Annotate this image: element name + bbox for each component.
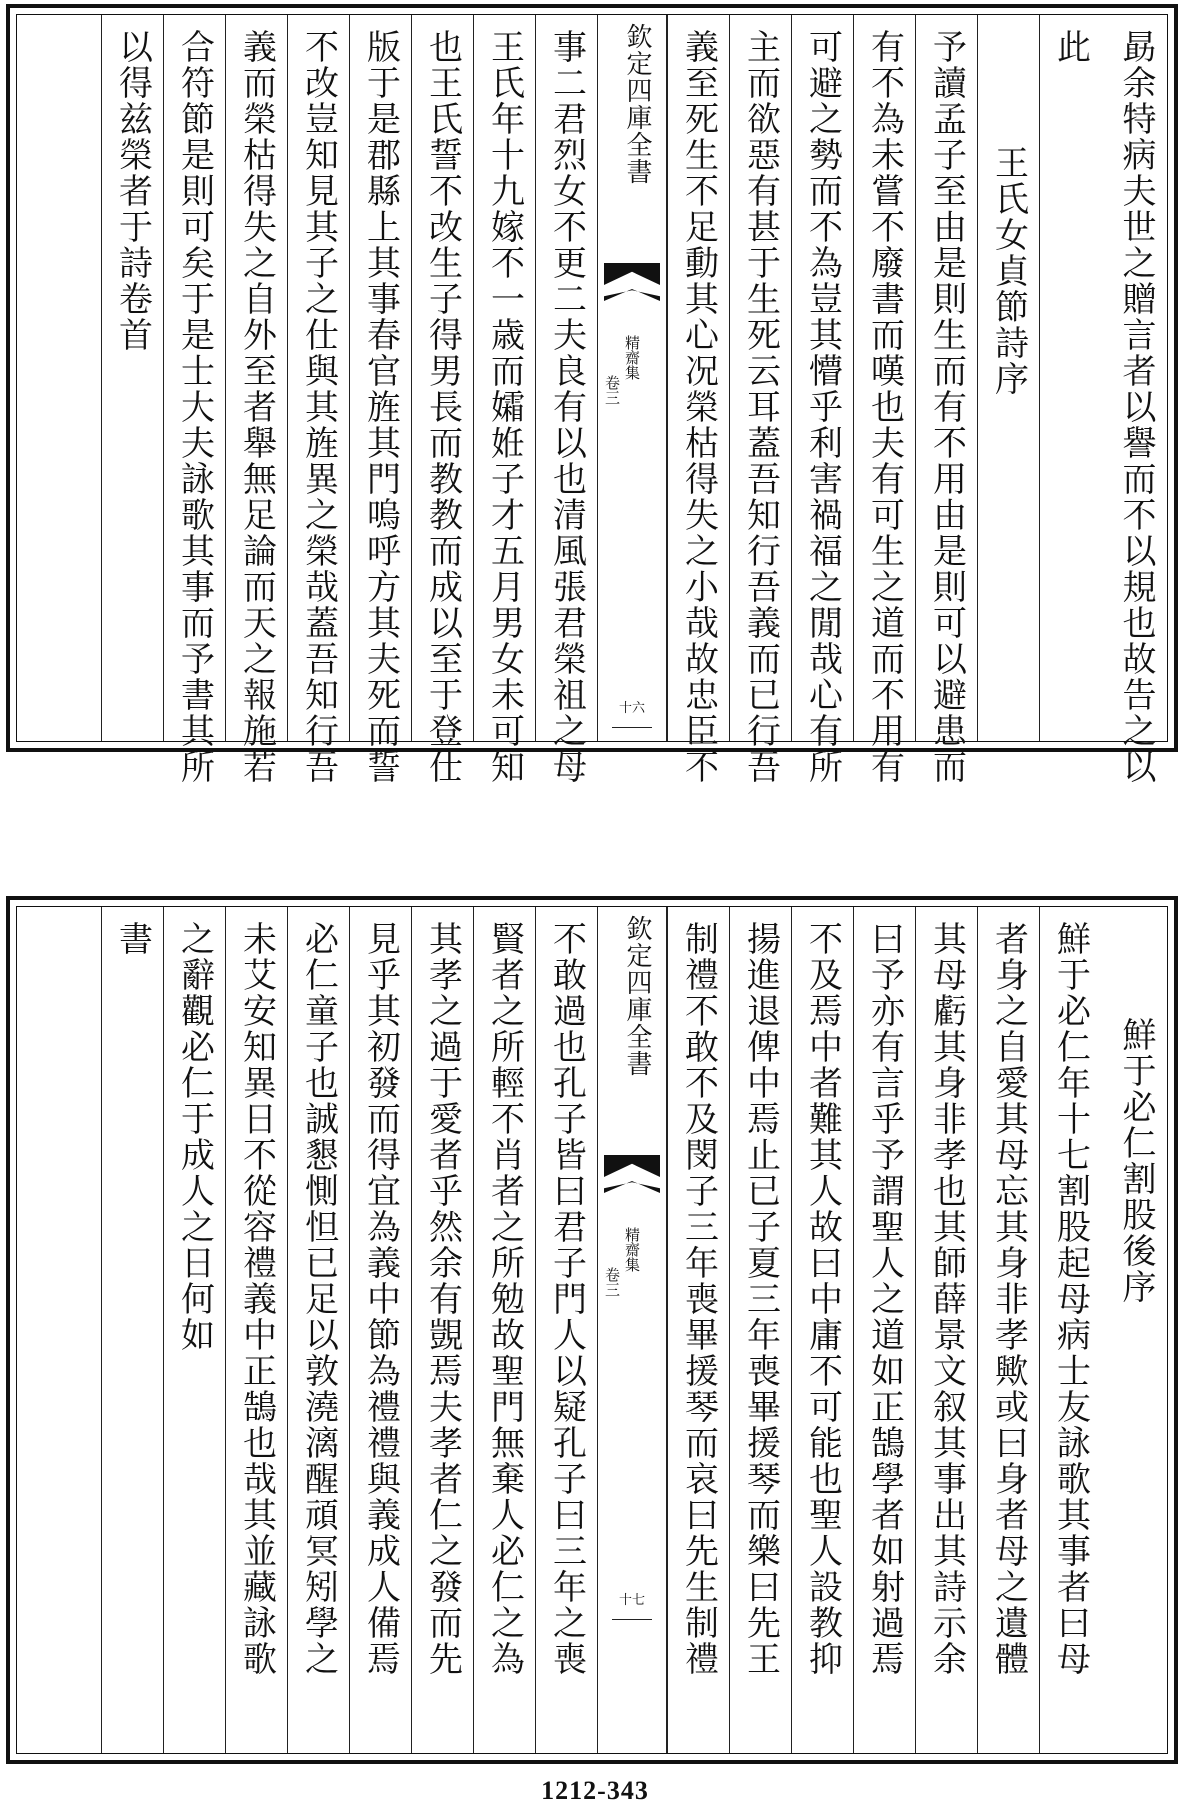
bottom-page-frame: [16, 906, 1168, 1754]
text-column: 義而榮枯得失之自外至者舉無足論而天之報施若: [225, 15, 287, 741]
text-column: 可避之勢而不為豈其懵乎利害禍福之閒哉心有所: [791, 15, 853, 741]
section-title-column: 王氏女貞節詩序: [977, 15, 1039, 741]
text-column: 勗余特病夫世之贈言者以譽而不以規也故告之以: [1116, 29, 1156, 785]
text-column: 揚進退俾中焉止已子夏三年喪畢援琴而樂曰先王: [729, 907, 791, 1753]
text-column: 事二君烈女不更二夫良有以也清風張君榮祖之母: [535, 15, 597, 741]
book-name: 欽定四庫全書: [622, 23, 652, 185]
text-column: 主而欲惡有甚于生死云耳蓋吾知行吾義而已行吾: [729, 15, 791, 741]
text-column: 有不為未嘗不廢書而嘆也夫有可生之道而不用有: [853, 15, 915, 741]
text-column: 書: [101, 907, 163, 1753]
text-column: 曰予亦有言乎予謂聖人之道如正鵠學者如射過焉: [853, 907, 915, 1753]
text-column: 不及焉中者難其人故曰中庸不可能也聖人設教抑: [791, 907, 853, 1753]
collection-name: 精齋集: [623, 335, 641, 380]
page-number: 十六: [618, 701, 645, 716]
juan-number: 卷三: [603, 375, 621, 405]
page-spine: [597, 907, 667, 1753]
section-title-column: 鮮于必仁割股後序: [1116, 1017, 1156, 1305]
text-column: 之辭觀必仁于成人之日何如: [163, 907, 225, 1753]
top-page-frame: [16, 14, 1168, 785]
bottom-page: [6, 896, 1178, 1764]
scan-page-number: 1212-343: [541, 1776, 649, 1805]
juan-number: 卷三: [603, 1267, 621, 1297]
top-page: [6, 4, 1178, 785]
spine-rule: [612, 1619, 652, 1620]
text-column: 也王氏誓不改生子得男長而教教而成以至于登仕: [411, 15, 473, 741]
text-column: 此: [1039, 15, 1101, 741]
text-column: 必仁童子也誠懇惻怛已足以敦澆漓醒頑冥矧學之: [287, 907, 349, 1753]
fish-tail-mark: [604, 263, 660, 285]
text-column: 制禮不敢不及閔子三年喪畢援琴而哀曰先生制禮: [667, 907, 729, 1753]
text-column: 未艾安知異日不從容禮義中正鵠也哉其並藏詠歌: [225, 907, 287, 1753]
text-column: 義至死生不足動其心况榮枯得失之小哉故忠臣不: [667, 15, 729, 741]
page-spine: [597, 15, 667, 741]
text-column: 版于是郡縣上其事春官旌其門嗚呼方其夫死而誓: [349, 15, 411, 741]
text-column: 其孝之過于愛者乎然余有覬焉夫孝者仁之發而先: [411, 907, 473, 1753]
text-column: 其母虧其身非孝也其師薛景文叙其事出其詩示余: [915, 907, 977, 1753]
text-column: 王氏年十九嫁不一歳而孀姙子才五月男女未可知: [473, 15, 535, 741]
fish-tail-mark: [604, 289, 660, 301]
book-name: 欽定四庫全書: [622, 915, 652, 1077]
text-column: 見乎其初發而得宜為義中節為禮禮與義成人備焉: [349, 907, 411, 1753]
collection-name: 精齋集: [623, 1227, 641, 1272]
text-column: 者身之自愛其母忘其身非孝歟或曰身者母之遺體: [977, 907, 1039, 1753]
text-column: 不改豈知見其子之仕與其旌異之榮哉蓋吾知行吾: [287, 15, 349, 741]
text-column: 以得兹榮者于詩卷首: [101, 15, 163, 741]
text-column: 合符節是則可矣于是士大夫詠歌其事而予書其所: [163, 15, 225, 741]
text-column: 不敢過也孔子皆曰君子門人以疑孔子曰三年之喪: [535, 907, 597, 1753]
text-column: 賢者之所輕不肖者之所勉故聖門無棄人必仁之為: [473, 907, 535, 1753]
spine-rule: [612, 727, 652, 728]
fish-tail-mark: [604, 1155, 660, 1177]
fish-tail-mark: [604, 1181, 660, 1193]
page-number: 十七: [618, 1593, 645, 1608]
text-column: 予讀孟子至由是則生而有不用由是則可以避患而: [915, 15, 977, 741]
text-column: 鮮于必仁年十七割股起母病士友詠歌其事者曰母: [1039, 907, 1101, 1753]
